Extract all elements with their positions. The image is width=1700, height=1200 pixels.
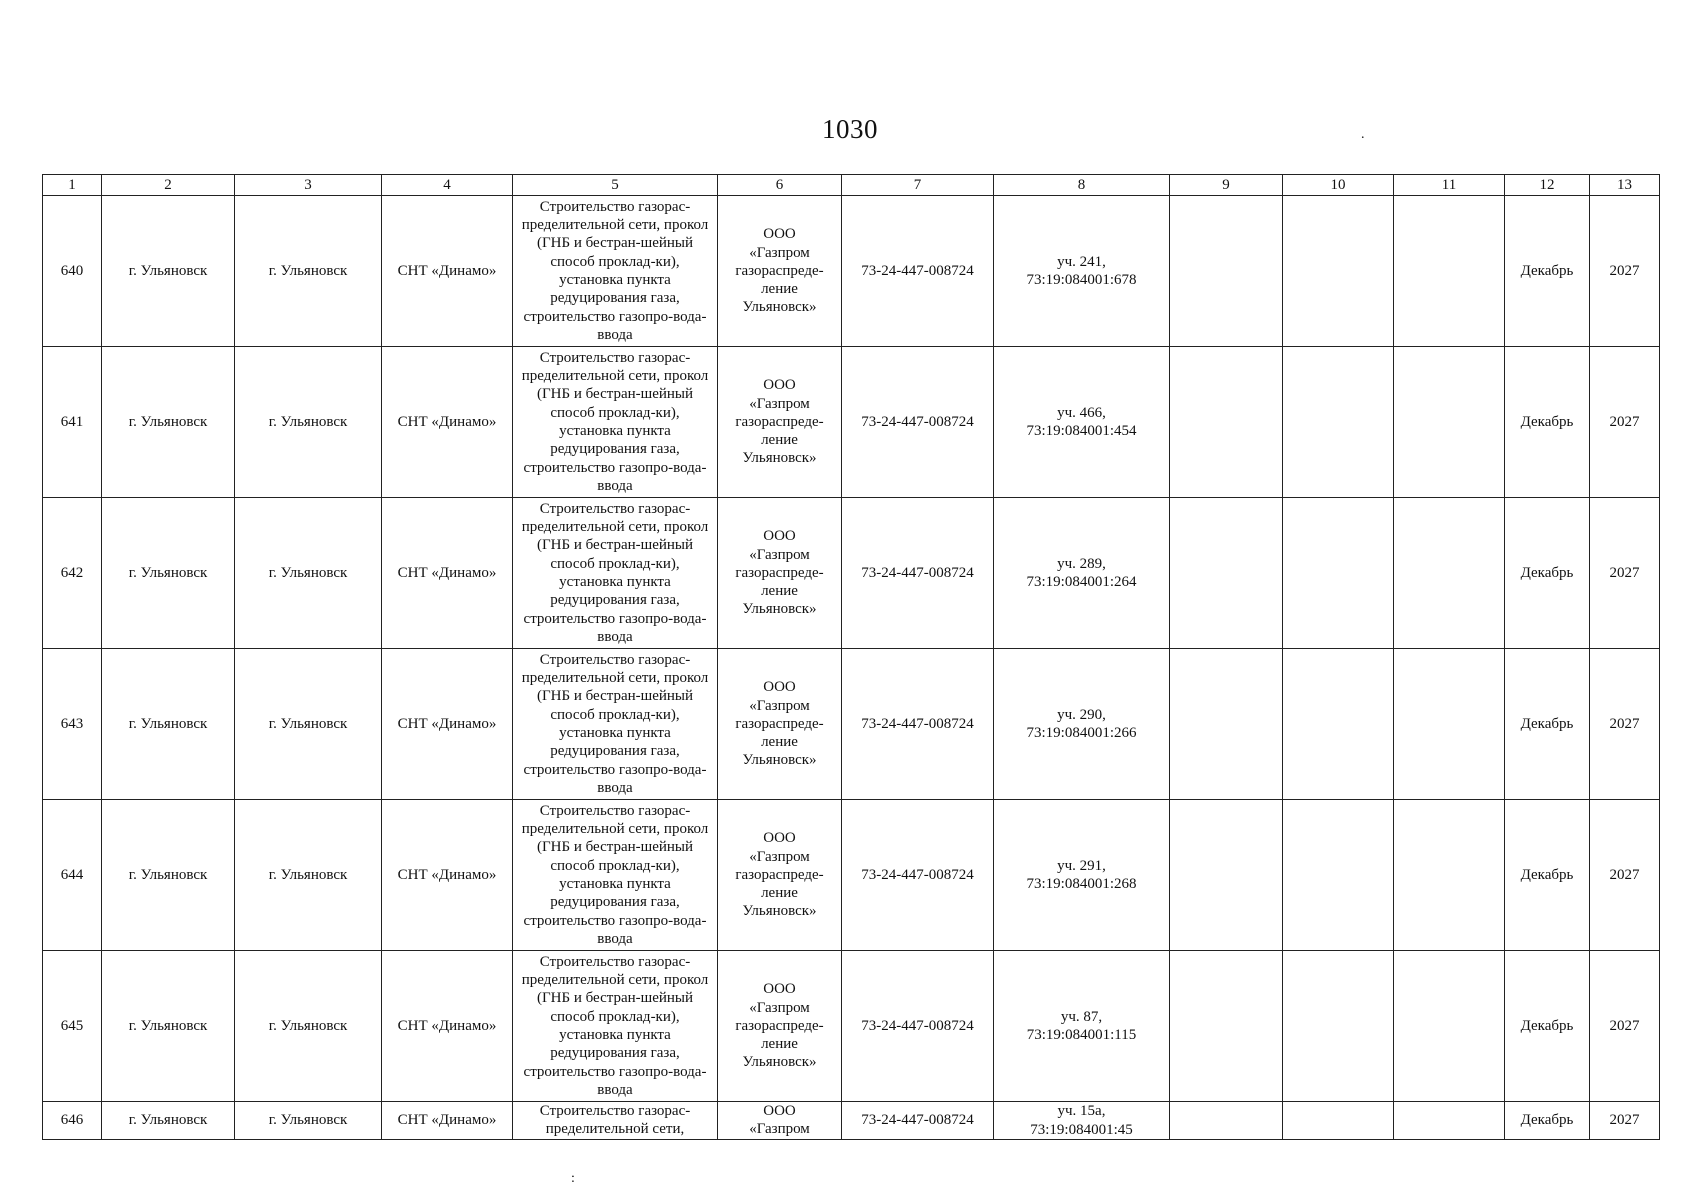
year-cell: 2027 [1590,196,1660,347]
column-10-cell [1283,800,1394,951]
organization-cell [718,347,842,498]
table-row [43,800,1660,951]
organization-line: «Газпром [749,546,810,563]
month-cell: Декабрь [1505,347,1590,498]
organization-line: Ульяновск» [742,1054,817,1071]
settlement-cell: г. Ульяновск [235,951,382,1102]
work-description-cell: Строительство газорас-пределительной сети, прокол (ГНБ и бестран-шейный способ проклад-ки), установка пункта редуцирования газа, строительство газопро-вода-ввода [513,800,718,951]
column-9-cell [1170,498,1283,649]
organization-cell [718,498,842,649]
column-11-cell [1394,951,1505,1102]
column-number-8: 8 [994,175,1170,196]
plot-line: уч. 289, [1057,555,1106,572]
column-10-cell [1283,951,1394,1102]
plot-line: уч. 291, [1057,857,1106,874]
month-cell: Декабрь [1505,649,1590,800]
organization-line: ление [761,734,798,751]
organization-line: газораспреде- [735,262,824,279]
row-number-cell: 641 [43,347,102,498]
year-cell: 2027 [1590,347,1660,498]
plot-cell [994,196,1170,347]
city-cell: г. Ульяновск [102,951,235,1102]
organization-line: ООО [763,226,796,243]
column-11-cell [1394,347,1505,498]
organization-line: ООО [763,1103,796,1119]
organization-line: газораспреде- [735,866,824,883]
organization-line: ООО [763,528,796,545]
year-cell: 2027 [1590,498,1660,649]
year-cell: 2027 [1590,1102,1660,1140]
location-cell: СНТ «Динамо» [382,649,513,800]
register-table [42,174,1660,1140]
table-row [43,196,1660,347]
column-10-cell [1283,347,1394,498]
work-description-cell: Строительство газорас-пределительной сети, прокол (ГНБ и бестран-шейный способ проклад-ки), установка пункта редуцирования газа, строительство газопро-вода-ввода [513,951,718,1102]
plot-line: 73:19:084001:115 [1026,1027,1137,1043]
organization-cell [718,800,842,951]
plot-line: уч. 241, [1057,253,1106,270]
city-cell: г. Ульяновск [102,196,235,347]
column-11-cell [1394,498,1505,649]
organization-cell [718,951,842,1102]
column-11-cell [1394,800,1505,951]
organization-line: Ульяновск» [742,450,817,467]
location-cell: СНТ «Динамо» [382,1102,513,1140]
city-cell: г. Ульяновск [102,347,235,498]
organization-line: газораспреде- [735,564,824,581]
column-9-cell [1170,800,1283,951]
organization-line: ООО [763,377,796,394]
organization-line: Ульяновск» [742,752,817,769]
organization-line: ление [761,1036,798,1053]
column-number-row [43,175,1660,196]
city-cell: г. Ульяновск [102,800,235,951]
column-number-10: 10 [1283,175,1394,196]
year-cell: 2027 [1590,951,1660,1102]
table-row [43,498,1660,649]
organization-line: «Газпром [749,395,810,412]
plot-line: 73:19:084001:454 [1026,423,1137,439]
column-11-cell [1394,649,1505,800]
plot-cell [994,498,1170,649]
city-cell: г. Ульяновск [102,498,235,649]
settlement-cell: г. Ульяновск [235,1102,382,1140]
row-number-cell: 643 [43,649,102,800]
plot-line: 73:19:084001:268 [1026,876,1137,892]
work-description-cell: Строительство газорас-пределительной сети, прокол (ГНБ и бестран-шейный способ проклад-ки), установка пункта редуцирования газа, строительство газопро-вода-ввода [513,498,718,649]
column-number-12: 12 [1505,175,1590,196]
plot-cell [994,1102,1170,1140]
table-row [43,951,1660,1102]
year-cell: 2027 [1590,649,1660,800]
plot-cell [994,347,1170,498]
column-number-11: 11 [1394,175,1505,196]
organization-line: «Газпром [749,999,810,1016]
month-cell: Декабрь [1505,1102,1590,1140]
cadastral-code-cell: 73-24-447-008724 [842,196,994,347]
column-number-4: 4 [382,175,513,196]
work-description-cell: Строительство газорас-пределительной сети, прокол (ГНБ и бестран-шейный способ проклад-ки), установка пункта редуцирования газа, строительство газопро-вода-ввода [513,196,718,347]
organization-line: ление [761,281,798,298]
organization-line: Ульяновск» [742,601,817,618]
organization-line: Ульяновск» [742,299,817,316]
plot-line: уч. 290, [1057,706,1106,723]
plot-line: уч. 466, [1057,404,1106,421]
organization-cell [718,649,842,800]
column-9-cell [1170,196,1283,347]
work-description-cell: Строительство газорас-пределительной сети, прокол (ГНБ и бестран-шейный способ проклад-ки), установка пункта редуцирования газа, строительство газопро-вода-ввода [513,649,718,800]
table-row [43,649,1660,800]
table-row [43,1102,1660,1140]
column-number-5: 5 [513,175,718,196]
column-11-cell [1394,196,1505,347]
column-number-1: 1 [43,175,102,196]
column-9-cell [1170,1102,1283,1140]
cadastral-code-cell: 73-24-447-008724 [842,347,994,498]
organization-line: газораспреде- [735,1017,824,1034]
organization-line: «Газпром [749,244,810,261]
column-9-cell [1170,951,1283,1102]
column-9-cell [1170,347,1283,498]
cadastral-code-cell: 73-24-447-008724 [842,498,994,649]
plot-line: уч. 15а, [1057,1103,1106,1120]
organization-line: ООО [763,830,796,847]
city-cell: г. Ульяновск [102,1102,235,1140]
cadastral-code-cell: 73-24-447-008724 [842,800,994,951]
column-number-13: 13 [1590,175,1660,196]
column-10-cell [1283,196,1394,347]
page-number: 1030 [822,114,878,144]
plot-cell [994,649,1170,800]
location-cell: СНТ «Динамо» [382,800,513,951]
table-body [43,196,1660,1140]
scan-speck: . [1361,127,1365,142]
plot-cell [994,951,1170,1102]
organization-line: ление [761,885,798,902]
organization-line: ление [761,583,798,600]
organization-line: газораспреде- [735,715,824,732]
plot-line: 73:19:084001:678 [1026,272,1137,288]
column-10-cell [1283,1102,1394,1140]
work-description-cell: Строительство газорас-пределительной сети, прокол (ГНБ и бестран-шейный способ проклад-ки), установка пункта редуцирования газа, строительство газопро-вода-ввода [513,347,718,498]
cadastral-code-cell: 73-24-447-008724 [842,649,994,800]
cadastral-code-cell: 73-24-447-008724 [842,1102,994,1140]
month-cell: Декабрь [1505,498,1590,649]
work-description-cell: Строительство газорас-пределительной сети, [513,1102,718,1140]
plot-line: 73:19:084001:266 [1026,725,1137,741]
location-cell: СНТ «Динамо» [382,196,513,347]
organization-line: ление [761,432,798,449]
organization-cell [718,196,842,347]
column-number-3: 3 [235,175,382,196]
organization-line: «Газпром [749,848,810,865]
row-number-cell: 646 [43,1102,102,1140]
settlement-cell: г. Ульяновск [235,800,382,951]
plot-line: уч. 87, [1060,1008,1103,1025]
plot-line: 73:19:084001:264 [1026,574,1137,590]
cadastral-code-cell: 73-24-447-008724 [842,951,994,1102]
row-number-cell: 642 [43,498,102,649]
column-number-2: 2 [102,175,235,196]
organization-line: «Газпром [749,1121,810,1138]
settlement-cell: г. Ульяновск [235,649,382,800]
location-cell: СНТ «Динамо» [382,951,513,1102]
month-cell: Декабрь [1505,196,1590,347]
column-10-cell [1283,649,1394,800]
organization-line: «Газпром [749,697,810,714]
month-cell: Декабрь [1505,800,1590,951]
column-11-cell [1394,1102,1505,1140]
organization-line: ООО [763,679,796,696]
row-number-cell: 645 [43,951,102,1102]
column-number-6: 6 [718,175,842,196]
plot-cell [994,800,1170,951]
column-10-cell [1283,498,1394,649]
organization-cell [718,1102,842,1140]
year-cell: 2027 [1590,800,1660,951]
settlement-cell: г. Ульяновск [235,498,382,649]
city-cell: г. Ульяновск [102,649,235,800]
location-cell: СНТ «Динамо» [382,347,513,498]
row-number-cell: 640 [43,196,102,347]
column-number-9: 9 [1170,175,1283,196]
organization-line: газораспреде- [735,413,824,430]
organization-line: ООО [763,981,796,998]
scan-speck: : [571,1171,575,1186]
settlement-cell: г. Ульяновск [235,196,382,347]
row-number-cell: 644 [43,800,102,951]
location-cell: СНТ «Динамо» [382,498,513,649]
plot-line: 73:19:084001:45 [1030,1121,1133,1138]
column-9-cell [1170,649,1283,800]
table-row [43,347,1660,498]
organization-line: Ульяновск» [742,903,817,920]
settlement-cell: г. Ульяновск [235,347,382,498]
column-number-7: 7 [842,175,994,196]
month-cell: Декабрь [1505,951,1590,1102]
